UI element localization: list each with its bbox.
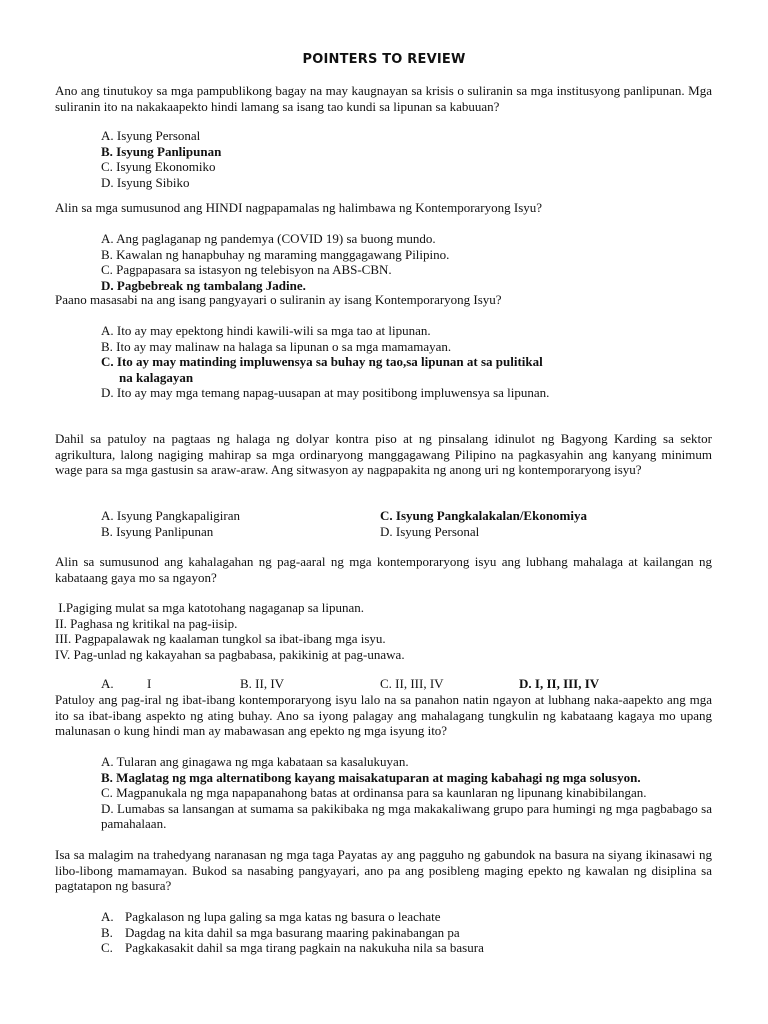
option: A. [101, 676, 114, 691]
option: D. Ito ay may mga temang napag-uusapan at may positibong impluwensya sa lipunan. [101, 385, 550, 401]
option-text: Pagkalason ng lupa galing sa mga katas ng basura o leachate [125, 909, 441, 924]
option-answer: C. Ito ay may matinding impluwensya sa buhay ng tao,sa lipunan at sa pulitikal na kalagayan [101, 354, 543, 385]
option: A. Ang paglaganap ng pandemya (COVID 19) sa buong mundo. [101, 231, 436, 246]
option: B. Kawalan ng hanapbuhay ng maraming manggagawang Pilipino. [101, 246, 450, 262]
question-2: Alin sa mga sumusunod ang HINDI nagpapamalas ng halimbawa ng Kontemporaryong Isyu? [55, 200, 543, 215]
option: B. II, IV [240, 676, 285, 691]
option: A. Isyung Pangkapaligiran [101, 508, 241, 523]
option: A. Tularan ang ginagawa ng mga kabataan sa kasalukuyan. [101, 754, 409, 769]
option: D. Isyung Sibiko [101, 174, 190, 190]
question-7: Isa sa malagim na trahedyang naranasan ng mga taga Payatas ay ang pagguho ng gabundok na basura na siyang ikinasawi ng libo-libong mamamayan. Bukod sa nasabing pangyayari, ano pa ang posibleng maging epekto ng kawalan ng disiplina sa pagtatapon ng basura? [55, 847, 712, 894]
question-4: Dahil sa patuloy na pagtaas ng halaga ng dolyar kontra piso at ng pinsalang idinulot ng Bagyong Karding sa sektor agrikultura, lalong nagiging mahirap sa mga ordinaryong manggagawang Pilipino na pagkasyahin ang kanyang minimum wage para sa mga gastusin sa araw-araw. Ang sitwasyon ay nagpapakita ng anong uri ng kontemporaryong isyu? [55, 431, 712, 478]
option: D. Isyung Personal [380, 523, 480, 539]
list-item: IV. Pag-unlad ng kakayahan sa pagbabasa, pakikinig at pag-unawa. [55, 646, 405, 662]
option-letter: C. [101, 940, 113, 956]
question-6-options [101, 754, 712, 832]
option [101, 940, 712, 956]
question-6: Patuloy ang pag-iral ng ibat-ibang kontemporaryong isyu lalo na sa panahon natin ngayon at lubhang naka-aapekto ang mga ito sa ibat-ibang aspekto ng ating buhay. Ano sa iyong palagay ang mahalagang tungkulin ng kabataang kagaya mo upang malunasan o kung hindi man ay mabawasan ang epekto ng mga isyung ito? [55, 692, 712, 739]
question-7-options [101, 909, 712, 956]
option: D. Lumabas sa lansangan at sumama sa pakikibaka ng mga makakaliwang grupo para humingi ng mga pagbabago sa pamahalaan. [101, 800, 712, 832]
option-letter: A. [101, 909, 114, 924]
option-text: Dagdag na kita dahil sa mga basurang maaring pakinabangan pa [125, 924, 460, 940]
list-item: II. Paghasa ng kritikal na pag-iisip. [55, 615, 238, 631]
option-letter: B. [101, 924, 113, 940]
option-text: Pagkakasakit dahil sa mga tirang pagkain na nakukuha nila sa basura [125, 940, 484, 956]
option: A. Isyung Personal [101, 128, 201, 143]
question-4-options [101, 508, 712, 540]
option-answer: D. Pagbebreak ng tambalang Jadine. [101, 277, 306, 293]
option-answer: C. Isyung Pangkalakalan/Ekonomiya [380, 508, 587, 523]
option: B. Ito ay may malinaw na halaga sa lipunan o sa mga mamamayan. [101, 338, 452, 354]
option-answer: B. Maglatag ng mga alternatibong kayang maisakatuparan at maging kabahagi ng mga solusyon. [101, 769, 641, 785]
option: C. Pagpapasara sa istasyon ng telebisyon na ABS-CBN. [101, 262, 392, 278]
option: I [147, 676, 152, 691]
list-item: III. Pagpapalawak ng kaalaman tungkol sa ibat-ibang mga isyu. [55, 631, 386, 647]
page-title: POINTERS TO REVIEW [302, 52, 466, 67]
option: C. II, III, IV [380, 676, 444, 691]
option-answer: B. Isyung Panlipunan [101, 143, 222, 159]
question-3-options [101, 323, 551, 401]
question-1-options [101, 128, 712, 190]
question-3: Paano masasabi na ang isang pangyayari o suliranin ay isang Kontemporaryong Isyu? [55, 292, 502, 307]
option: A. Ito ay may epektong hindi kawili-wili sa mga tao at lipunan. [101, 323, 431, 338]
option [101, 909, 712, 925]
option [101, 925, 712, 941]
question-1: Ano ang tinutukoy sa mga pampublikong bagay na may kaugnayan sa krisis o suliranin sa mga institusyong panlipunan. Mga suliranin ito na nakakaapekto hindi lamang sa isang tao kundi sa lipunan sa kabuuan? [55, 83, 712, 114]
question-5: Alin sa sumusunod ang kahalagahan ng pag-aaral ng mga kontemporaryong isyu ang lubhang mahalaga at kailangan ng kabataang gaya mo sa ngayon? [55, 554, 712, 585]
option: C. Magpanukala ng mga napapanahong batas at ordinansa para sa kaunlaran ng lipunang kinabibilangan. [101, 785, 647, 801]
option-answer: D. I, II, III, IV [519, 676, 600, 691]
question-5-items [55, 600, 712, 662]
question-2-options [101, 231, 712, 293]
list-item: I.Pagiging mulat sa mga katotohang nagaganap sa lipunan. [55, 600, 365, 615]
option: C. Isyung Ekonomiko [101, 159, 216, 175]
option: B. Isyung Panlipunan [101, 523, 214, 539]
